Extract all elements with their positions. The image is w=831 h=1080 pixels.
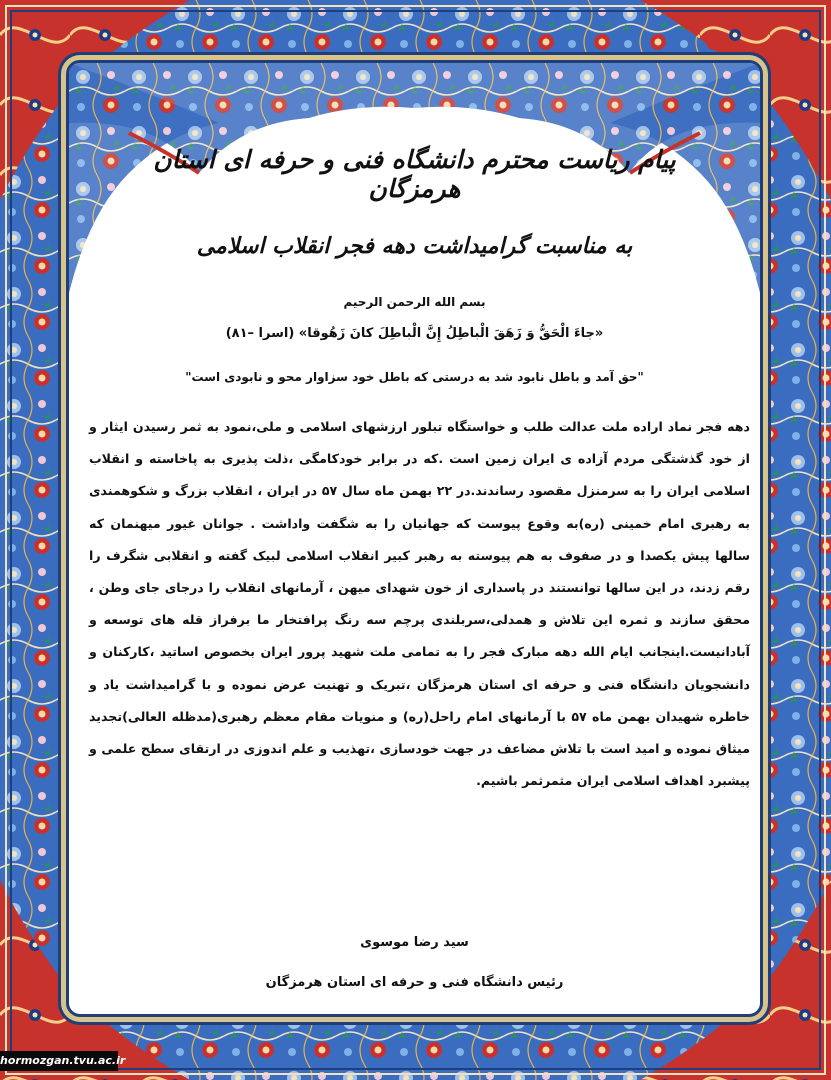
message-title: پیام ریاست محترم دانشگاه فنی و حرفه ای استان هرمزگان (153, 145, 676, 203)
signer-title: رئیس دانشگاه فنی و حرفه ای استان هرمزگان (265, 975, 564, 990)
verse-translation: "حق آمد و باطل نابود شد به درستی که باطل خود سزاوار محو و نابودی است" (185, 370, 644, 384)
quran-verse: «جاءَ الْحَقُّ وَ زَهَقَ الْباطِلُ إِنَّ الْباطِلَ کانَ زَهُوقا» (اسرا –۸۱) (225, 326, 604, 341)
basmala: بسم الله الرحمن الرحیم (343, 295, 486, 309)
message-paper (66, 60, 763, 1017)
message-content (69, 63, 760, 1014)
signer-name: سید رضا موسوی (360, 935, 469, 950)
message-body: دهه فجر نماد اراده ملت عدالت طلب و خواستگاه تبلور ارزشهای اسلامی و ملی،نمود به ثمر رسیدن ایثار و از خود گذشتگی مردم آزاده ی ایران زمین است .که در برابر خودکامگی ،ذلت پذیری به پاخاسته و انقلاب اسلامی ایران را به سرمنزل مقصود رساندند.در ۲۲ بهمن ماه سال ۵۷ در ایران ، انقلاب بزرگ و شکوهمندی به رهبری امام خمینی (ره)به وقوع پیوست که جهانیان را به شگفت واداشت . جوانان غیور میهنمان که سالها پیش یکصدا و در صفوف به هم پیوسته به رهبر کبیر انقلاب اسلامی لبیک گفته و انقلابی شگرف را رقم زدند، در این سالها توانستند در پاسداری از خون شهدای میهن ، آرمانهای انقلاب را درجای جای وطن ، محقق سازند و ثمره این تلاش و همدلی،سربلندی پرچم سه رنگ پرافتخار ما برفراز قله های توسعه و آبادانیست.اینجانب ایام الله دهه مبارک فجر را به تمامی ملت شهید پرور ایران بخصوص اساتید ،کارکنان و دانشجویان دانشگاه فنی و حرفه ای استان هرمزگان ،تبریک و تهنیت عرض نموده و با گرامیداشت یاد و خاطره شهیدان بهمن ماه ۵۷ با آرمانهای امام راحل(ره) و منویات مقام معظم رهبری(مدظله العالی)تجدید میثاق نموده و امید است با تلاش مضاعف در جهت خودسازی ،تهذیب و علم اندوزی در ارتقای سطح علمی و پیشبرد اهداف اسلامی ایران مثمرثمر باشیم. (89, 419, 751, 789)
message-subtitle: به مناسبت گرامیداشت دهه فجر انقلاب اسلامی (196, 233, 633, 259)
website-watermark: hormozgan.tvu.ac.ir (0, 1051, 118, 1071)
